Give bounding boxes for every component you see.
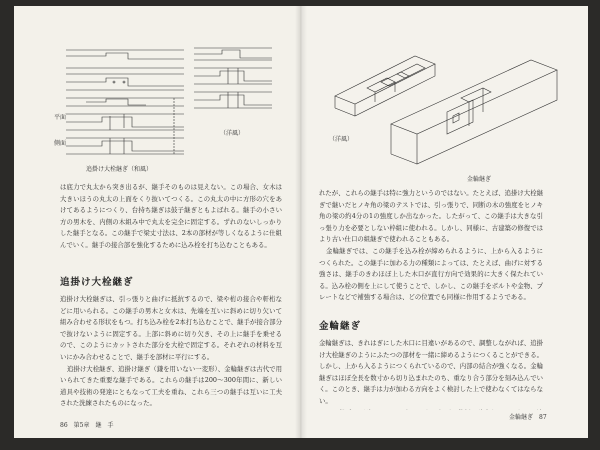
figure-okkake-daisen-tsugi-japanese (66, 46, 186, 164)
left-section-text (60, 294, 282, 410)
paragraph: 金輪継ぎでは、この継手を込み栓が締められるように、上から入るようにつくられた。この継手に加わる力の種類によっては、たとえば、曲げに対する強さは、継手のきわほぼ上した木口が直行方向で効果的に大きく保たれている。込み栓の側を上にして使うことで、しかし、この継手をボルトや金物、プレートなどで補強する場合は、どの位置でも同様に作用するようである。 (319, 246, 543, 302)
figure-label-side: 側面 (54, 140, 67, 147)
left-page (14, 6, 301, 438)
section-title-okkake-daisen: 追掛け大栓継ぎ (60, 277, 134, 288)
paragraph: れたが、これらの継手は特に強力というのではない。たとえば、追掛け大栓継ぎで継いだヒノキ角の梁のテストでは、引っ張りで、同断の木の強度をヒノキ角の梁の約4分の1の強度しか出なかった。したがって、この継手は大きな引っ張り力を必要としない枠組に使われる。しかし、同様に、古建築の修復ではより古い仕口の組継ぎで使われることもある。 (319, 189, 543, 244)
left-page-footer: 86 第5章 継 手 (60, 422, 114, 429)
right-page-footer: 金輪継ぎ 87 (509, 414, 547, 421)
paragraph (319, 408, 543, 410)
book-gutter (295, 6, 307, 438)
figure-kanawa-tsugi (391, 52, 561, 170)
book-spread (14, 6, 588, 438)
figure-caption-kanawa: 金輪継ぎ (467, 176, 492, 183)
right-body-text (319, 188, 543, 304)
figure-caption-okkake-daisen: 追掛け大栓継ぎ（和風） (86, 166, 153, 173)
paragraph: 追掛け大栓継ぎ、追掛け継ぎ（鎌を用いない一変形）、金輪継ぎは古代で用いられてきた重要な継手である。これらの継手は200〜300年間に、新しい道具や技術の発達にともなって工夫を重ね、これら三つの継手は互いに工夫された洗練されたものになった。 (60, 364, 282, 408)
figure-caption-western-right: （洋風） (329, 136, 354, 143)
figure-caption-western-left: （洋風） (220, 130, 245, 137)
paragraph: 金輪継ぎは、きれはぎにした木口に目違いがあるので、調整しながれば、追掛け大栓継ぎのようにふたつの部材を一緒に締めるようにつくることができる。しかし、上から入るようにつくられているので、内部の結合が強くなる。金輪継ぎはほぼ全長を数寸から切り込まれたのち、重なり合う部分を刻み込んでいく。このとき、継手は力が加わる方向をよく検討した上で使わなくてはならない。 (319, 339, 543, 405)
paragraph: は底力で丸太から突き出るが、継手そのものは見えない。この場合、女木は大きいほうの丸太の上面をくり抜いてつくる。この丸太の中に方形の穴をあけてあるようにつくり、台持ち継ぎは鼓子継ぎともよばれる。継手の小さい方の男木を、内側の木組み中で丸太を完全に固定する。ずれのないしっかりした継手となる。この継手で梁丈寸法は、2本の部材が等しくなるように仕組んでいく。継手の接合部を強化するために込み栓を打ち込むこともある。 (60, 183, 282, 249)
section-title-kanawa: 金輪継ぎ (319, 321, 362, 332)
right-section-text (319, 338, 543, 410)
paragraph: 追掛け大栓継ぎは、引っ張りと曲げに抵抗するので、梁や桁の接合や軒桁などに用いられる。この継手の男木と女木は、先端を互いに斜めに切り欠いて組み合わせる形状をもつ。打ち込み栓を2本打ち込むことで、継手が接合部分で抜けないように固定する。上部に斜めに切り欠き、その上に継手を乗せるので、このようにカットされた部分を大栓で固定する。それぞれの材料を互いにかみ合わせることで、継手を部材に平行にする。 (60, 295, 282, 361)
right-page (301, 6, 588, 438)
figure-label-plan: 平面 (54, 114, 67, 121)
figure-western-joint-left (194, 44, 274, 126)
left-body-text (60, 182, 282, 252)
